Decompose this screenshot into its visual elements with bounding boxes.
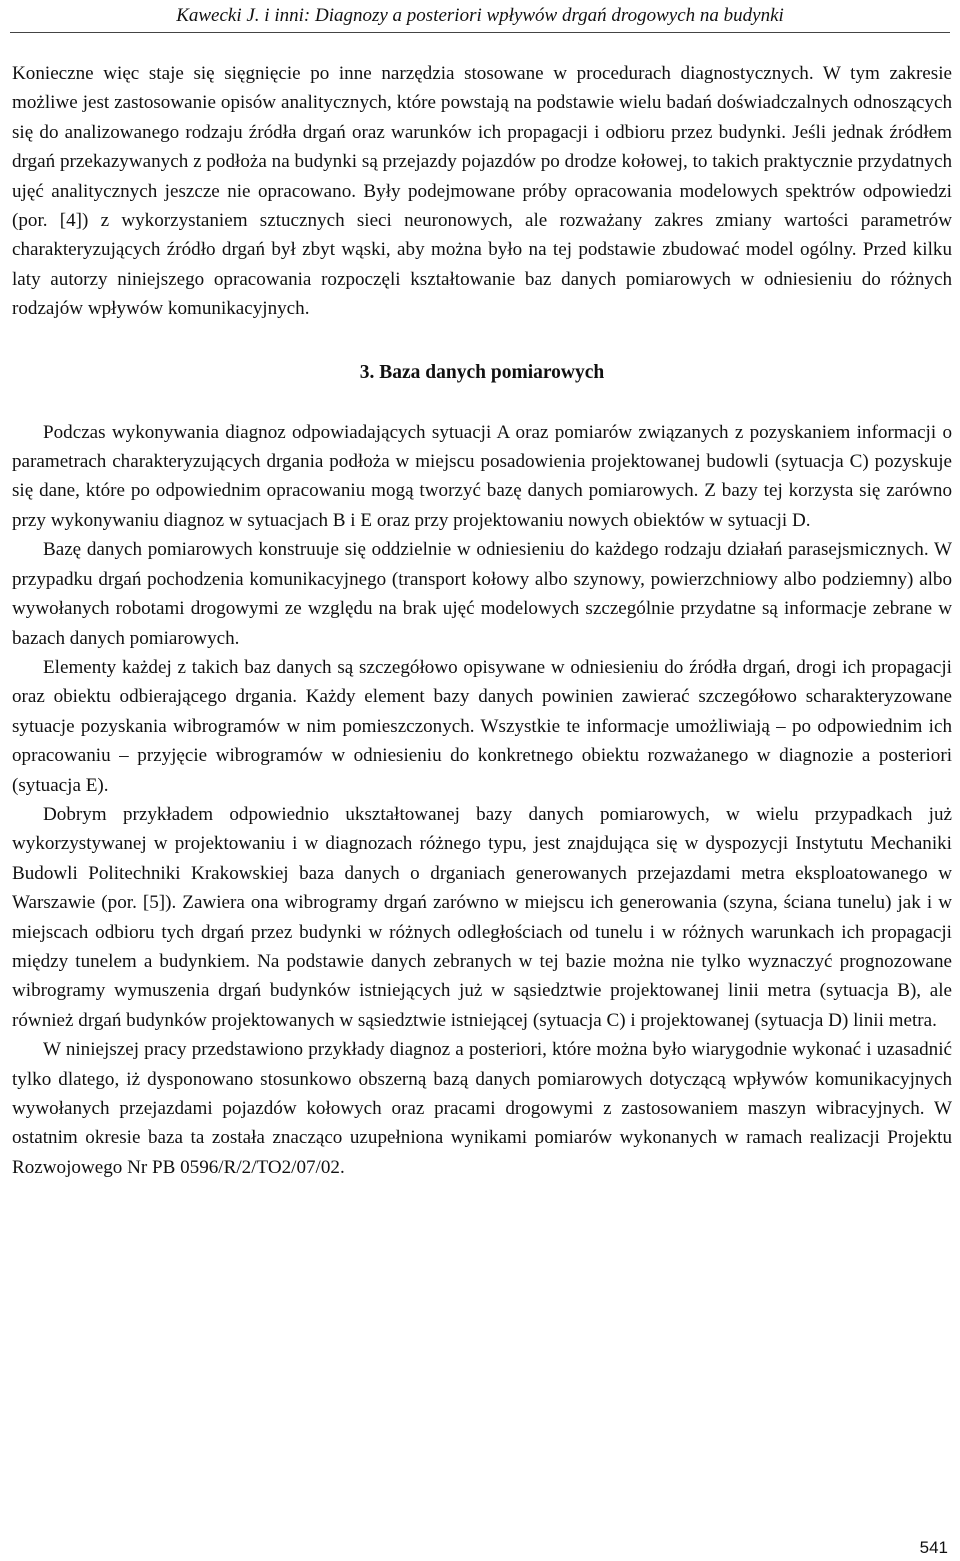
body-paragraph: Bazę danych pomiarowych konstruuje się oddzielnie w odniesieniu do każdego rodzaju działań parasejsmicznych. W przypadku drgań pochodzenia komunikacyjnego (transport kołowy albo szynowy, powierzchniowy albo podziemny) albo wywołanych robotami drogowymi ze względu na brak ujęć modelowych szczególnie przydatne są informacje zebrane w bazach danych pomiarowych. [12, 539, 952, 649]
page-number: 541 [919, 1538, 948, 1557]
section-number: 3. [359, 361, 375, 383]
page-body [12, 59, 952, 1182]
section-heading [12, 358, 952, 387]
section-title: Baza danych pomiarowych [379, 361, 605, 383]
body-paragraph: W niniejszej pracy przedstawiono przykłady diagnoz a posteriori, które można było wiarygodnie wykonać i uzasadnić tylko dlatego, iż dysponowano stosunkowo obszerną bazą danych pomiarowych dotyczącą wpływów komunikacyjnych wywołanych przejazdami pojazdów kołowych oraz pracami drogowymi z zastosowaniem maszyn wibracyjnych. W ostatnim okresie baza ta została znacząco uzupełniona wynikami pomiarów wykonanych w ramach realizacji Projektu Rozwojowego Nr PB 0596/R/2/TO2/07/02. [12, 1039, 952, 1178]
intro-paragraph: Konieczne więc staje się sięgnięcie po inne narzędzia stosowane w procedurach diagnostycznych. W tym zakresie możliwe jest zastosowanie opisów analitycznych, które powstają na podstawie wielu badań doświadczalnych odnoszących się do analizowanego rodzaju źródła drgań oraz warunków ich propagacji i odbioru przez budynki. Jeśli jednak źródłem drgań przekazywanych z podłoża na budynki są przejazdy pojazdów po drodze kołowej, to takich praktycznie przydatnych ujęć analitycznych jeszcze nie opracowano. Były podejmowane próby opracowania modelowych spektrów odpowiedzi (por. [4]) z wykorzystaniem sztucznych sieci neuronowych, ale rozważany zakres zmiany wartości parametrów charakteryzujących źródło drgań był zbyt wąski, aby można było na tej podstawie zbudować model ogólny. Przed kilku laty autorzy niniejszego opracowania rozpoczęli kształtowanie baz danych pomiarowych w odniesieniu do różnych rodzajów wpływów komunikacyjnych. [12, 63, 952, 320]
body-paragraph: Podczas wykonywania diagnoz odpowiadających sytuacji A oraz pomiarów związanych z pozyskaniem informacji o parametrach charakteryzujących drgania podłoża w miejscu posadowienia projektowanej budowli (sytuacja C) pozyskuje się dane, które po odpowiednim opracowaniu mogą tworzyć bazę danych pomiarowych. Z bazy tej korzysta się zarówno przy wykonywaniu diagnoz w sytuacjach B i E oraz przy projektowaniu nowych obiektów w sytuacji D. [12, 421, 952, 531]
body-paragraph: Dobrym przykładem odpowiednio ukształtowanej bazy danych pomiarowych, w wielu przypadkach już wykorzystywanej w projektowaniu i w diagnozach różnego typu, jest znajdująca się w dyspozycji Instytutu Mechaniki Budowli Politechniki Krakowskiej baza danych o drganiach generowanych przejazdami metra eksploatowanego w Warszawie (por. [5]). Zawiera ona wibrogramy drgań zarówno w miejscu ich generowania (szyna, ściana tunelu) jak i w miejscach odbioru tych drgań przez budynki w różnych odległościach od tunelu i w różnych warunkach ich propagacji między tunelem a budynkiem. Na podstawie danych zebranych w tej bazie można nie tylko wyznaczyć prognozowane wibrogramy wymuszenia drgań budynków istniejących już w sąsiedztwie projektowanej linii metra (sytuacja B), ale również drgań budynków projektowanych w sąsiedztwie istniejącej (sytuacja C) i projektowanej (sytuacja D) linii metra. [12, 803, 952, 1031]
body-paragraph: Elementy każdej z takich baz danych są szczegółowo opisywane w odniesieniu do źródła drgań, drogi ich propagacji oraz obiektu odbierającego drgania. Każdy element bazy danych powinien zawierać szczegółowo scharakteryzowane sytuacje pozyskania wibrogramów w nim pomieszczonych. Wszystkie te informacje umożliwiają – po odpowiednim ich opracowaniu – przyjęcie wibrogramów w odniesieniu do konkretnego obiektu rozważanego w diagnozie a posteriori (sytuacja E). [12, 656, 952, 796]
header-rule [10, 32, 950, 33]
running-header: Kawecki J. i inni: Diagnozy a posteriori wpływów drgań drogowych na budynki [176, 5, 784, 26]
